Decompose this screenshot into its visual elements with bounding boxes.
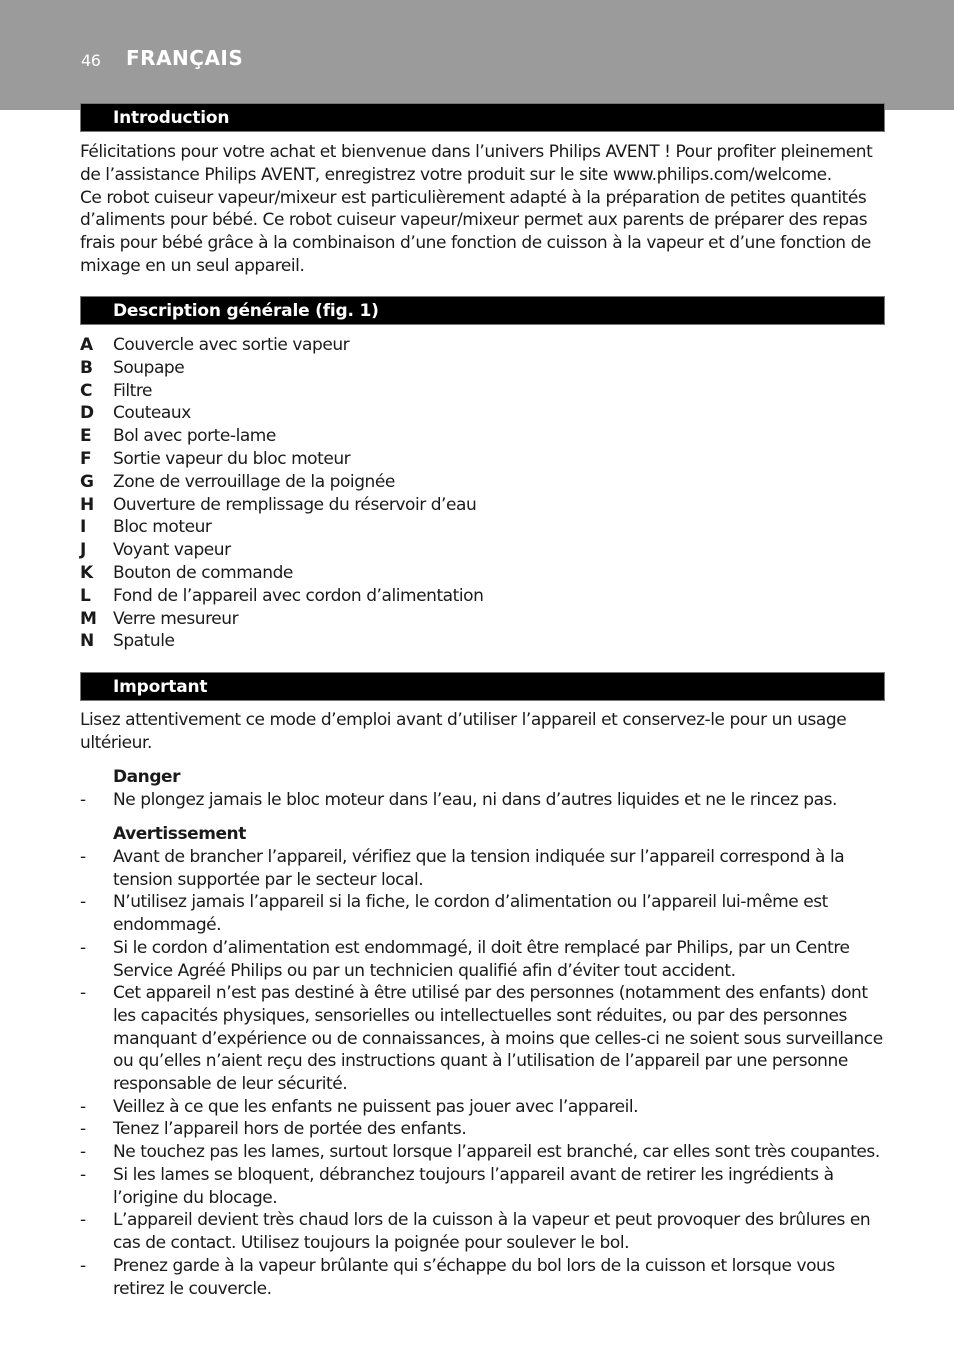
bullet-text: L’appareil devient très chaud lors de la cuisson à la vapeur et peut provoquer des brûlures en cas de contact. Utilisez toujours la poignée pour soulever le bol. (113, 1210, 871, 1253)
item-text: Verre mesureur (113, 608, 239, 629)
warning-item (80, 1096, 890, 1119)
warning-item (80, 1164, 890, 1210)
item-letter: G (80, 471, 94, 492)
bullet-text: Prenez garde à la vapeur brûlante qui s’échappe du bol lors de la cuisson et lorsque vous retirez le couvercle. (113, 1256, 835, 1299)
section-title: Description générale (fig. 1) (113, 301, 379, 321)
bullet-dash: - (80, 1097, 86, 1117)
item-letter: I (80, 517, 86, 538)
warning-item (80, 1209, 890, 1255)
item-text: Bloc moteur (113, 517, 212, 538)
bullet-dash: - (80, 790, 86, 810)
list-item (80, 448, 880, 471)
bullet-dash: - (80, 938, 86, 958)
section-header-introduction (80, 103, 885, 132)
list-item (80, 494, 880, 517)
parts-list (80, 334, 880, 653)
item-text: Sortie vapeur du bloc moteur (113, 448, 351, 469)
warning-item (80, 1255, 890, 1301)
list-item (80, 425, 880, 448)
item-text: Filtre (113, 380, 153, 401)
list-item (80, 585, 880, 608)
warning-item (80, 937, 890, 983)
item-text: Bol avec porte-lame (113, 426, 276, 447)
bullet-dash: - (80, 1165, 86, 1185)
item-letter: M (80, 608, 97, 629)
list-item (80, 562, 880, 585)
item-letter: K (80, 562, 93, 583)
warning-item (80, 1141, 890, 1164)
bullet-dash: - (80, 1210, 86, 1230)
list-item (80, 539, 880, 562)
bullet-dash: - (80, 983, 86, 1003)
item-text: Couvercle avec sortie vapeur (113, 335, 350, 355)
bullet-dash: - (80, 1119, 86, 1139)
item-text: Zone de verrouillage de la poignée (113, 471, 395, 492)
danger-heading: Danger (113, 767, 181, 787)
item-text: Soupape (113, 357, 185, 378)
paragraph: Lisez attentivement ce mode d’emploi avant d’utiliser l’appareil et conservez-le pour un usage ultérieur. (80, 710, 847, 753)
page-number: 46 (81, 51, 101, 70)
bullet-text: Si les lames se bloquent, débranchez toujours l’appareil avant de retirer les ingrédients à l’origine du blocage. (113, 1165, 834, 1208)
warning-item (80, 1118, 890, 1141)
item-letter: N (80, 631, 94, 652)
bullet-dash: - (80, 892, 86, 912)
list-item (80, 357, 880, 380)
section-title: Introduction (113, 108, 230, 128)
warning-item (80, 891, 890, 937)
language-heading: FRANÇAIS (126, 46, 244, 70)
bullet-text: Si le cordon d’alimentation est endommagé, il doit être remplacé par Philips, par un Centre Service Agréé Philips ou par un technicien qualifié afin d’éviter tout accident. (113, 938, 850, 981)
warning-item (80, 846, 890, 892)
section-header-important (80, 672, 885, 701)
bullet-text: N’utilisez jamais l’appareil si la fiche, le cordon d’alimentation ou l’appareil lui-même est endommagé. (113, 892, 828, 935)
item-letter: L (80, 585, 91, 606)
bullet-text: Cet appareil n’est pas destiné à être utilisé par des personnes (notamment des enfants) dont les capacités physiques, sensorielles ou intellectuelles sont réduites, ou par des personnes manquant d’expérience ou de connaissances, à moins que celles-ci ne soient sous surveillance ou qu’elles n’aient reçu des instructions quant à l’utilisation de l’appareil par une personne responsable de leur sécurité. (113, 983, 883, 1095)
section-title: Important (113, 677, 208, 697)
list-item (80, 608, 880, 631)
list-item (80, 402, 880, 425)
item-letter: B (80, 357, 93, 378)
list-item (80, 471, 880, 494)
list-item (80, 630, 880, 653)
item-letter: E (80, 426, 92, 447)
bullet-dash: - (80, 1142, 86, 1162)
bullet-text: Veillez à ce que les enfants ne puissent pas jouer avec l’appareil. (113, 1097, 639, 1117)
warning-item (80, 982, 890, 1096)
section-header-description (80, 296, 885, 325)
item-letter: F (80, 448, 92, 469)
bullet-dash: - (80, 847, 86, 867)
item-text: Bouton de commande (113, 562, 293, 583)
list-item (80, 380, 880, 403)
list-item (80, 334, 880, 357)
bullet-text: Ne plongez jamais le bloc moteur dans l’eau, ni dans d’autres liquides et ne le rincez pas. (113, 790, 837, 810)
warning-heading: Avertissement (113, 824, 246, 844)
bullet-text: Ne touchez pas les lames, surtout lorsque l’appareil est branché, car elles sont très coupantes. (113, 1142, 880, 1162)
list-item (80, 516, 880, 539)
danger-item (80, 789, 890, 812)
item-letter: C (80, 380, 93, 401)
item-text: Voyant vapeur (113, 540, 231, 561)
page-header-bar (0, 0, 954, 110)
bullet-text: Tenez l’appareil hors de portée des enfants. (113, 1119, 467, 1139)
bullet-dash: - (80, 1256, 86, 1276)
item-text: Ouverture de remplissage du réservoir d’eau (113, 494, 477, 515)
introduction-body (80, 141, 890, 278)
item-text: Spatule (113, 631, 175, 652)
item-letter: D (80, 403, 94, 424)
item-text: Couteaux (113, 403, 191, 424)
paragraph: Félicitations pour votre achat et bienvenue dans l’univers Philips AVENT ! Pour profiter pleinement de l’assistance Philips AVENT, enregistrez votre produit sur le site www.philips.com/welcome. (80, 142, 873, 185)
item-letter: H (80, 494, 94, 515)
bullet-text: Avant de brancher l’appareil, vérifiez que la tension indiquée sur l’appareil correspond à la tension supportée par le secteur local. (113, 847, 845, 890)
item-letter: A (80, 335, 93, 355)
item-letter: J (80, 540, 86, 561)
important-intro (80, 709, 890, 755)
item-text: Fond de l’appareil avec cordon d’alimentation (113, 585, 484, 606)
paragraph: Ce robot cuiseur vapeur/mixeur est particulièrement adapté à la préparation de petites quantités d’aliments pour bébé. Ce robot cuiseur vapeur/mixeur permet aux parents de préparer des repas frais pour bébé grâce à la combinaison d’une fonction de cuisson à la vapeur et d’une fonction de mixage en un seul appareil. (80, 187, 871, 276)
